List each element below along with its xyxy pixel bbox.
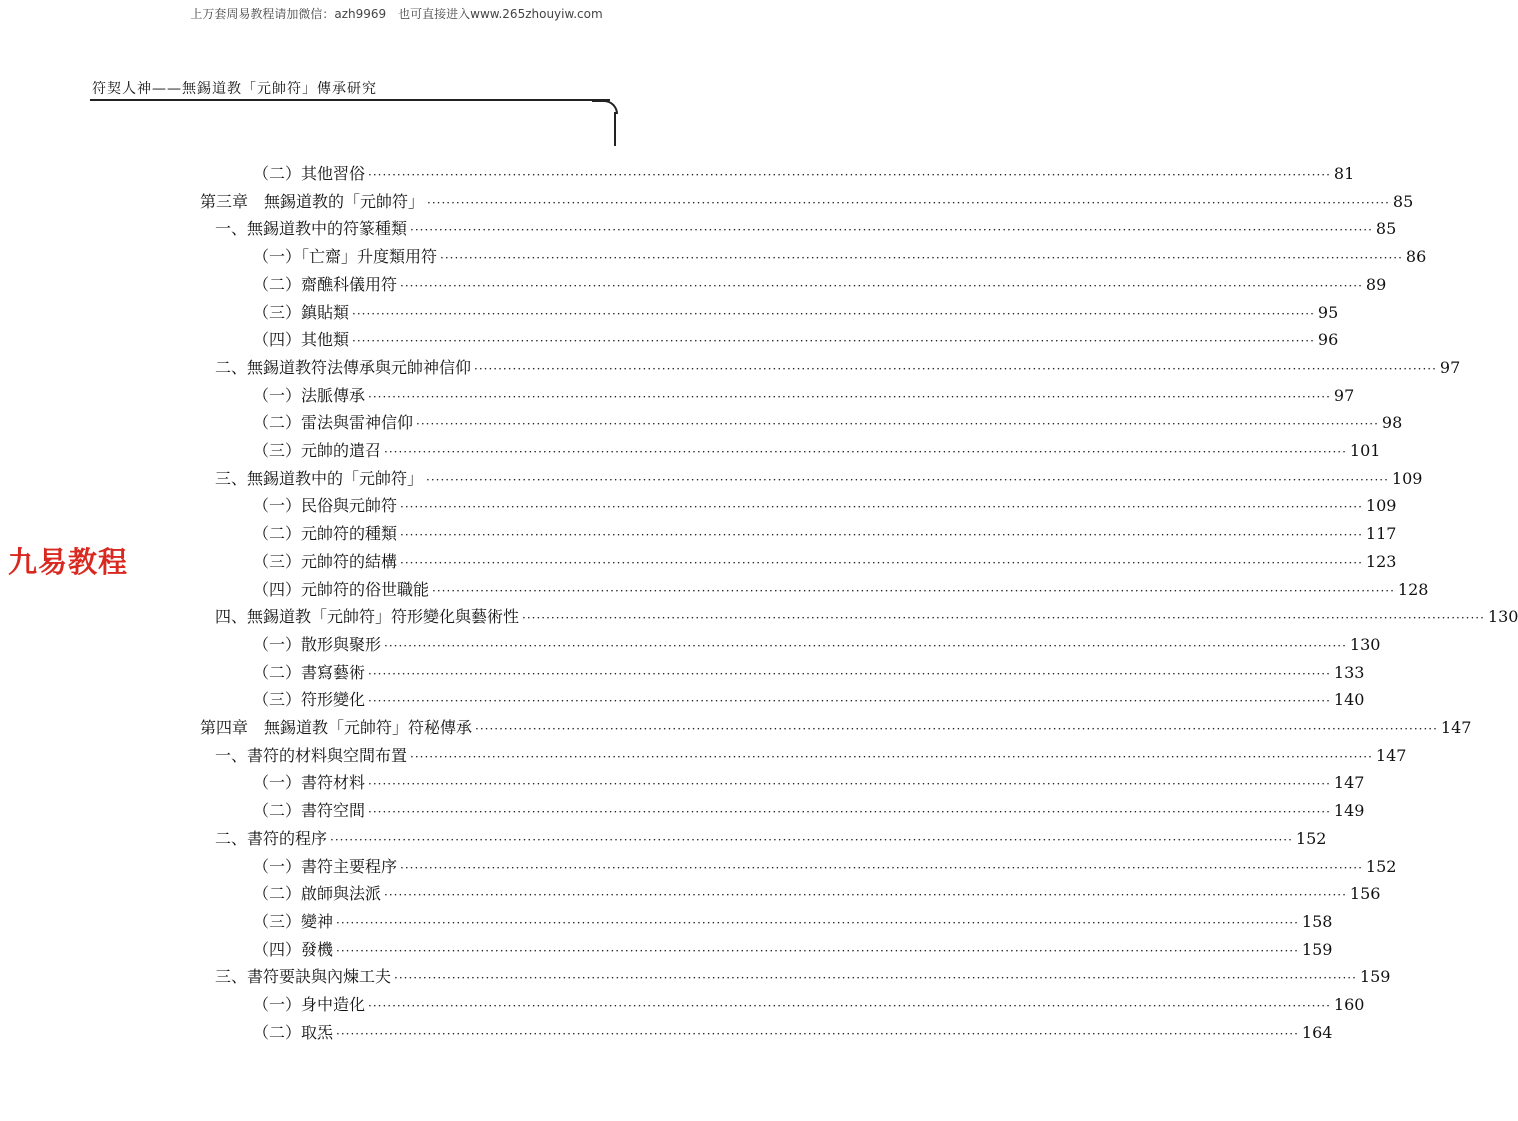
toc-entry bbox=[253, 273, 1387, 297]
toc-dot-leader: ········································································································································································································ bbox=[336, 1026, 1299, 1041]
toc-dot-leader: ········································································································································································································ bbox=[416, 417, 1379, 432]
toc-entry-title: （三）變神 bbox=[253, 911, 334, 931]
toc-entry-title: 二、書符的程序 bbox=[215, 828, 328, 848]
toc-entry-page: 95 bbox=[1317, 302, 1339, 322]
toc-dot-leader: ········································································································································································································ bbox=[330, 832, 1293, 847]
toc-entry-page: 101 bbox=[1349, 441, 1381, 460]
toc-entry bbox=[253, 910, 1333, 934]
toc-entry-title: （二）書符空間 bbox=[253, 801, 366, 821]
toc-entry-page: 97 bbox=[1439, 357, 1461, 377]
toc-dot-leader: ········································································································································································································ bbox=[368, 805, 1331, 820]
toc-entry-title: （二）雷法與雷神信仰 bbox=[253, 413, 414, 433]
toc-entry bbox=[253, 993, 1365, 1017]
toc-dot-leader: ········································································································································································································ bbox=[336, 943, 1299, 958]
header-rule bbox=[90, 99, 610, 101]
toc-entry-title: （四）發機 bbox=[253, 939, 334, 959]
toc-entry-page: 159 bbox=[1359, 967, 1391, 987]
toc-entry-title: （一）書符材料 bbox=[253, 773, 366, 793]
toc-entry bbox=[215, 467, 1423, 491]
toc-dot-leader: ········································································································································································································ bbox=[427, 195, 1390, 210]
toc-entry-page: 156 bbox=[1349, 884, 1381, 904]
toc-entry bbox=[253, 245, 1427, 269]
toc-entry-page: 128 bbox=[1397, 579, 1429, 599]
toc-entry bbox=[253, 661, 1365, 685]
toc-entry bbox=[253, 301, 1339, 325]
toc-entry bbox=[215, 744, 1407, 768]
toc-entry bbox=[253, 578, 1429, 602]
toc-entry-title: 四、無錫道教「元帥符」符形變化與藝術性 bbox=[215, 607, 520, 627]
toc-entry-page: 140 bbox=[1333, 690, 1365, 710]
watermark-text: 上万套周易教程请加微信：azh9969 也可直接进入www.265zhouyiw.com bbox=[190, 7, 603, 21]
toc-entry bbox=[200, 190, 1414, 214]
toc-entry bbox=[253, 771, 1365, 795]
toc-entry-title: （二）齋醮科儀用符 bbox=[253, 274, 398, 294]
toc-entry bbox=[253, 411, 1403, 435]
toc-entry-page: 147 bbox=[1333, 773, 1365, 793]
toc-entry-page: 130 bbox=[1349, 634, 1381, 654]
toc-entry bbox=[215, 965, 1391, 989]
toc-entry-page: 130 bbox=[1487, 607, 1518, 627]
toc-entry-title: （三）元帥符的結構 bbox=[253, 551, 398, 571]
toc-dot-leader: ········································································································································································································ bbox=[410, 749, 1373, 764]
toc-entry bbox=[253, 688, 1365, 712]
toc-entry-title: （三）鎮貼類 bbox=[253, 302, 350, 322]
toc-entry-title: （二）取炁 bbox=[253, 1022, 334, 1042]
toc-dot-leader: ········································································································································································································ bbox=[368, 777, 1331, 792]
toc-entry bbox=[253, 633, 1381, 657]
side-watermark: 九易教程 bbox=[8, 545, 129, 579]
toc-entry-title: （一）民俗與元帥符 bbox=[253, 496, 398, 516]
toc-entry-title: 三、無錫道教中的「元帥符」 bbox=[215, 468, 424, 488]
toc-entry-title: （四）其他類 bbox=[253, 330, 350, 350]
toc-dot-leader: ········································································································································································································ bbox=[368, 666, 1331, 681]
toc-entry-title: 一、書符的材料與空間布置 bbox=[215, 745, 408, 765]
toc-dot-leader: ········································································································································································································ bbox=[474, 361, 1437, 376]
toc-entry-title: （二）書寫藝術 bbox=[253, 662, 366, 682]
toc-entry bbox=[215, 217, 1397, 241]
toc-entry-page: 159 bbox=[1301, 939, 1333, 959]
toc-entry bbox=[253, 550, 1397, 574]
toc-entry-page: 109 bbox=[1365, 496, 1397, 516]
toc-dot-leader: ········································································································································································································ bbox=[336, 915, 1299, 930]
toc-entry-title: （一）散形與聚形 bbox=[253, 634, 382, 654]
toc-dot-leader: ········································································································································································································ bbox=[426, 472, 1389, 487]
toc-entry-page: 97 bbox=[1333, 385, 1355, 405]
toc-entry bbox=[253, 328, 1339, 352]
toc-entry-page: 85 bbox=[1392, 191, 1414, 211]
toc-entry-title: 第三章 無錫道教的「元帥符」 bbox=[200, 191, 425, 211]
toc-entry-page: 152 bbox=[1295, 828, 1327, 848]
toc-entry bbox=[200, 716, 1472, 740]
toc-entry-title: （二）元帥符的種類 bbox=[253, 524, 398, 544]
toc-entry-page: 147 bbox=[1375, 745, 1407, 765]
header-rule-tick bbox=[614, 112, 616, 146]
toc-dot-leader: ········································································································································································································ bbox=[368, 694, 1331, 709]
toc-entry bbox=[215, 605, 1518, 629]
toc-entry-title: （三）符形變化 bbox=[253, 690, 366, 710]
toc-dot-leader: ········································································································································································································ bbox=[368, 168, 1331, 182]
toc-dot-leader: ········································································································································································································ bbox=[352, 334, 1315, 349]
toc-dot-leader: ········································································································································································································ bbox=[394, 971, 1357, 986]
toc-dot-leader: ········································································································································································································ bbox=[475, 722, 1438, 736]
toc-dot-leader: ········································································································································································································ bbox=[384, 638, 1347, 653]
toc-entry-page: 158 bbox=[1301, 911, 1333, 931]
running-head: 符契人神——無錫道教「元帥符」傳承研究 bbox=[92, 81, 377, 97]
toc-entry-title: （一）法脈傳承 bbox=[253, 385, 366, 405]
toc-entry-title: （一）書符主要程序 bbox=[253, 856, 398, 876]
toc-entry-page: 164 bbox=[1301, 1022, 1333, 1042]
toc-dot-leader: ········································································································································································································ bbox=[400, 278, 1363, 293]
toc-entry bbox=[215, 356, 1461, 380]
toc-entry-page: 86 bbox=[1405, 247, 1427, 267]
toc-dot-leader: ········································································································································································································ bbox=[400, 500, 1363, 515]
toc-entry-page: 117 bbox=[1365, 524, 1397, 544]
toc-dot-leader: ········································································································································································································ bbox=[522, 611, 1485, 626]
toc-entry bbox=[253, 522, 1397, 546]
toc-dot-leader: ········································································································································································································ bbox=[368, 389, 1331, 404]
toc-dot-leader: ········································································································································································································ bbox=[384, 888, 1347, 903]
toc-entry bbox=[253, 799, 1365, 823]
toc-entry-page: 85 bbox=[1375, 219, 1397, 239]
toc-entry bbox=[253, 162, 1355, 186]
toc-dot-leader: ········································································································································································································ bbox=[400, 860, 1363, 875]
toc-dot-leader: ········································································································································································································ bbox=[384, 445, 1347, 459]
toc-entry-title: 二、無錫道教符法傳承與元帥神信仰 bbox=[215, 357, 472, 377]
toc-entry bbox=[253, 494, 1397, 518]
toc-entry bbox=[253, 882, 1381, 906]
toc-entry-page: 147 bbox=[1440, 718, 1472, 737]
toc-entry bbox=[253, 384, 1355, 408]
toc-entry bbox=[253, 855, 1397, 879]
toc-entry-title: 三、書符要訣與內煉工夫 bbox=[215, 967, 392, 987]
toc-entry-page: 96 bbox=[1317, 330, 1339, 350]
toc-dot-leader: ········································································································································································································ bbox=[368, 999, 1331, 1013]
toc-entry-page: 152 bbox=[1365, 856, 1397, 876]
toc-dot-leader: ········································································································································································································ bbox=[352, 306, 1315, 321]
toc-entry-title: （二）其他習俗 bbox=[253, 164, 366, 183]
toc-entry-page: 133 bbox=[1333, 662, 1365, 682]
toc-entry-title: 第四章 無錫道教「元帥符」符秘傳承 bbox=[200, 718, 473, 737]
toc-entry-page: 109 bbox=[1391, 468, 1423, 488]
toc-entry bbox=[253, 938, 1333, 962]
toc-entry-title: 一、無錫道教中的符篆種類 bbox=[215, 219, 408, 239]
toc-dot-leader: ········································································································································································································ bbox=[440, 251, 1403, 266]
toc-entry-title: （一）身中造化 bbox=[253, 995, 366, 1014]
toc-entry bbox=[215, 827, 1327, 851]
toc-entry-title: （二）啟師與法派 bbox=[253, 884, 382, 904]
toc-entry-page: 98 bbox=[1381, 413, 1403, 433]
toc-entry bbox=[253, 1021, 1333, 1045]
toc-dot-leader: ········································································································································································································ bbox=[400, 528, 1363, 543]
toc-entry-title: （三）元帥的遣召 bbox=[253, 441, 382, 460]
toc-entry-title: （一）「亡齋」升度類用符 bbox=[253, 247, 438, 267]
toc-entry-page: 81 bbox=[1333, 164, 1355, 183]
toc-entry-page: 149 bbox=[1333, 801, 1365, 821]
toc-dot-leader: ········································································································································································································ bbox=[432, 583, 1395, 598]
toc-dot-leader: ········································································································································································································ bbox=[410, 223, 1373, 238]
toc-entry bbox=[253, 439, 1381, 463]
toc-entry-page: 123 bbox=[1365, 551, 1397, 571]
toc-entry-title: （四）元帥符的俗世職能 bbox=[253, 579, 430, 599]
toc-dot-leader: ········································································································································································································ bbox=[400, 555, 1363, 570]
toc-entry-page: 89 bbox=[1365, 274, 1387, 294]
toc-entry-page: 160 bbox=[1333, 995, 1365, 1014]
